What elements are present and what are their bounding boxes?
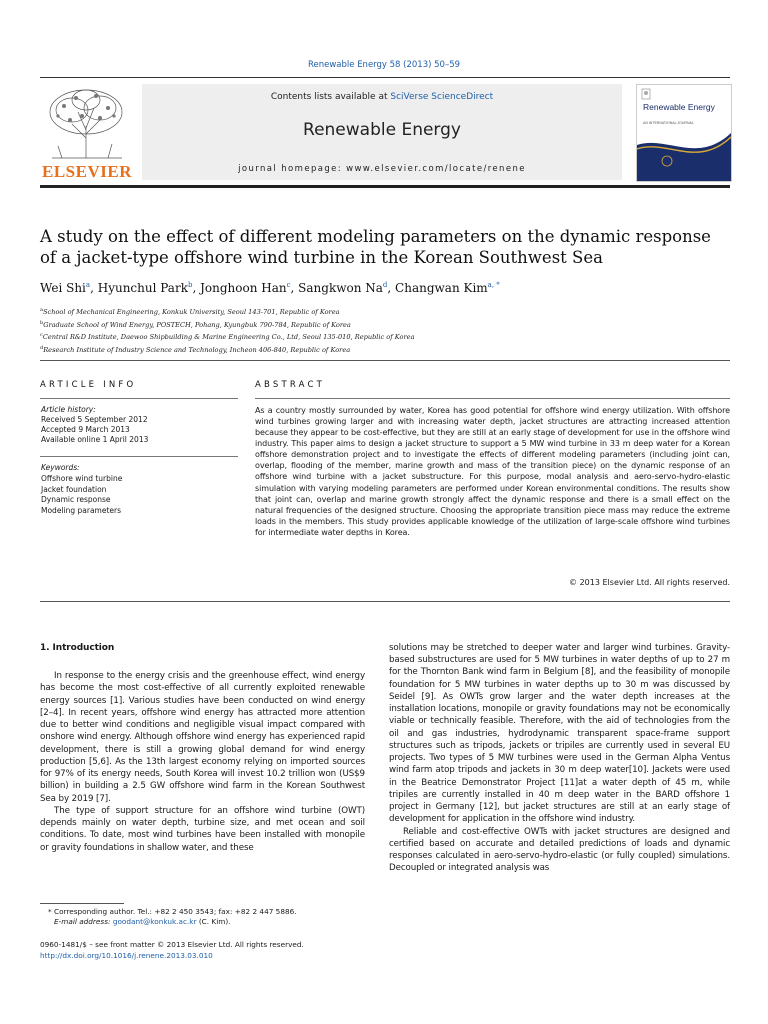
article-history bbox=[41, 405, 237, 445]
affiliation-text: Central R&D Institute, Daewoo Shipbuilding & Marine Engineering Co., Ltd, Seoul 135-010, Republic of Korea bbox=[42, 333, 415, 342]
email-suffix: (C. Kim). bbox=[196, 917, 231, 926]
keyword-item: Dynamic response bbox=[41, 495, 111, 505]
info-rule bbox=[40, 456, 238, 457]
keyword-item: Modeling parameters bbox=[41, 506, 122, 516]
email-line bbox=[40, 917, 370, 927]
author-affil-sup[interactable]: a, * bbox=[487, 281, 500, 289]
journal-cover-thumbnail[interactable] bbox=[636, 84, 732, 182]
history-label: Article history: bbox=[41, 405, 96, 414]
info-rule bbox=[40, 398, 238, 399]
keyword-item: Offshore wind turbine bbox=[41, 473, 123, 483]
journal-citation[interactable]: Renewable Energy 58 (2013) 50–59 bbox=[307, 60, 461, 70]
contents-prefix: Contents lists available at bbox=[270, 92, 391, 102]
author-list: Wei Shi$^a$, Hyunchul Park$^b$, Jonghoon Han$^c$, Sangkwon Na$^d$, Changwan Kim$^{a, *}$ bbox=[40, 281, 500, 295]
affiliation-item bbox=[40, 343, 730, 356]
corresponding-author-footnote bbox=[40, 907, 370, 927]
author-name[interactable]: Hyunchul Park bbox=[97, 281, 188, 295]
header-top-rule bbox=[40, 77, 730, 78]
history-accepted: Accepted 9 March 2013 bbox=[41, 425, 130, 434]
affiliation-text: Research Institute of Industry Science and Technology, Incheon 406-840, Republic of Korea bbox=[43, 346, 351, 355]
issn-doi-block bbox=[40, 939, 440, 961]
section-heading-introduction: 1. Introduction bbox=[40, 643, 115, 653]
abstract-text: As a country mostly surrounded by water, Korea has good potential for offshore wind energy utilization. With offshore wind turbines growing larger and with increasing water depth, jacket structures are attracting increased attention because they appear to be cost-effective, but they are still at an early stage of development for use in the offshore wind industry. This paper aims to design a jacket structure to support a 5 MW wind turbine in 33 m deep water for a Korean offshore demonstration project and to investigate the effects of different modeling parameters (including joint can, overlap, flooding of the member, marine growth and mass of the transition piece) on the dynamic response of an offshore wind turbine with a jacket substructure. For this purpose, modal analysis and aero-servo-hydro-elastic simulation with varying modeling parameters are performed under Korean environmental conditions. The results show that joint can, overlap and marine growth strongly affect the dynamic response and there is a small effect on the natural frequencies of the designed structure. Choosing the appropriate transition piece mass may reduce the extreme loads in the members. This study provides applicable knowledge of the utilization of large-scale offshore wind turbines for intermediate water depths in Korea. bbox=[255, 406, 730, 537]
email-link[interactable]: goodant@konkuk.ac.kr bbox=[112, 917, 197, 926]
footnote-rule bbox=[40, 903, 124, 904]
author-affil-sup[interactable]: b bbox=[187, 281, 193, 289]
body-paragraph: Reliable and cost-effective OWTs with jacket structures are designed and certified based on accurate and detailed predictions of loads and dynamic responses calculated in aero-servo-hydro-elastic (or fully coupled) simulations. Decoupled or integrated analysis was bbox=[389, 826, 730, 874]
body-column-left bbox=[40, 642, 365, 854]
header-bottom-rule bbox=[40, 185, 730, 188]
cover-wave-graphic bbox=[637, 125, 731, 181]
body-paragraph: The type of support structure for an offshore wind turbine (OWT) depends mainly on water depth, turbine size, and met ocean and soil conditions. To date, most wind turbines have been installed with monopile or gravity foundations in shallow water, and these bbox=[40, 805, 365, 853]
section-divider bbox=[40, 601, 730, 602]
publisher-logo[interactable] bbox=[40, 82, 134, 182]
abstract-rule bbox=[255, 398, 730, 399]
author-affil-sup[interactable]: a bbox=[85, 281, 91, 289]
affiliations bbox=[40, 305, 730, 356]
affiliation-item bbox=[40, 305, 730, 318]
section-divider bbox=[40, 360, 730, 361]
affiliation-item bbox=[40, 330, 730, 343]
journal-masthead bbox=[142, 84, 622, 180]
title-line-1: A study on the effect of different modeling parameters on the dynamic response bbox=[40, 227, 711, 246]
copyright-notice: © 2013 Elsevier Ltd. All rights reserved. bbox=[569, 578, 730, 587]
body-column-right bbox=[389, 642, 730, 874]
body-paragraph: In response to the energy crisis and the greenhouse effect, wind energy has become the most cost-effective of all currently exploited renewable energy sources [1]. Various studies have been conducted on wind energy [2–4]. In recent years, offshore wind energy has attracted more attention due to better wind conditions and negligible visual impact compared with onshore wind energy. Although offshore wind energy has experienced rapid development, there is still a growing global demand for wind energy production [5,6]. As the 13th largest economy relying on imported sources for 97% of its energy needs, South Korea will invest 10.2 trillion won (US$9 billion) in building a 2.5 GW offshore wind farm in the Korean Southwest Sea by 2019 [7]. bbox=[40, 671, 365, 804]
affiliation-item bbox=[40, 318, 730, 331]
affiliation-sup: b bbox=[40, 319, 44, 326]
elsevier-wordmark: ELSEVIER bbox=[42, 162, 132, 181]
contents-line bbox=[142, 92, 622, 102]
keywords-label: Keywords: bbox=[41, 463, 80, 472]
author-affil-sup[interactable]: d bbox=[382, 281, 388, 289]
cover-subtitle: AN INTERNATIONAL JOURNAL bbox=[643, 121, 694, 125]
cover-title: Renewable Energy bbox=[643, 102, 715, 112]
article-title bbox=[40, 226, 730, 268]
author-name[interactable]: Jonghoon Han bbox=[200, 281, 287, 295]
affiliation-text: School of Mechanical Engineering, Konkuk University, Seoul 143-701, Republic of Korea bbox=[42, 308, 340, 317]
corresponding-author-line: * Corresponding author. Tel.: +82 2 450 3543; fax: +82 2 447 5886. bbox=[48, 907, 297, 916]
author-name[interactable]: Sangkwon Na bbox=[298, 281, 383, 295]
journal-title: Renewable Energy bbox=[303, 120, 461, 140]
journal-homepage[interactable]: journal homepage: www.elsevier.com/locate/renene bbox=[238, 164, 526, 174]
keyword-item: Jacket foundation bbox=[41, 484, 107, 494]
doi-link[interactable]: http://dx.doi.org/10.1016/j.renene.2013.03.010 bbox=[40, 951, 213, 960]
author-affil-sup[interactable]: c bbox=[286, 281, 291, 289]
sciencedirect-link[interactable]: SciVerse ScienceDirect bbox=[390, 92, 494, 102]
issn-line: 0960-1481/$ – see front matter © 2013 Elsevier Ltd. All rights reserved. bbox=[40, 940, 304, 949]
affiliation-sup: a bbox=[40, 307, 43, 313]
history-online: Available online 1 April 2013 bbox=[41, 435, 149, 444]
abstract-heading: ABSTRACT bbox=[255, 380, 326, 390]
article-info-heading: ARTICLE INFO bbox=[40, 380, 137, 390]
body-paragraph: solutions may be stretched to deeper water and larger wind turbines. Gravity-based substructures are used for 5 MW turbines in water depths of up to 27 m for the Thornton Bank wind farm in Belgium [8], and the feasibility of monopile foundation for 5 MW turbines in water depths up to 30 m was discussed by Seidel [9]. As OWTs grow larger and the water depth increases at the installation locations, monopile or gravity foundations may not be economically viable or technically feasible. Therefore, with the aid of technologies from the oil and gas industries, hydrodynamic transparent space-frame support structures such as tripods, jackets or tripiles are currently used in several EU projects. Two types of 5 MW turbines were used in the German Alpha Ventus wind farm atop tripods and jackets in 30 m deep water[10]. Jackets were used in the Beatrice Demonstrator Project [11]at a water depth of 45 m, while tripiles are currently installed in 40 m deep water in the BARD offshore 1 project in Germany [12], but jacket structures are still at an early stage of development for application in the offshore wind industry. bbox=[389, 643, 730, 825]
affiliation-text: Graduate School of Wind Energy, POSTECH, Pohang, Kyungbuk 790-784, Republic of Korea bbox=[43, 320, 351, 329]
title-line-2: of a jacket-type offshore wind turbine in the Korean Southwest Sea bbox=[40, 248, 603, 267]
email-label: E-mail address: bbox=[54, 917, 113, 926]
affiliation-sup: c bbox=[40, 332, 43, 339]
cover-logo-icon bbox=[641, 88, 651, 100]
elsevier-tree-icon bbox=[42, 86, 130, 160]
author-name[interactable]: Changwan Kim bbox=[395, 281, 488, 295]
keywords bbox=[41, 463, 237, 517]
history-received: Received 5 September 2012 bbox=[41, 415, 148, 424]
author-name[interactable]: Wei Shi bbox=[40, 281, 86, 295]
affiliation-sup: d bbox=[40, 345, 44, 352]
